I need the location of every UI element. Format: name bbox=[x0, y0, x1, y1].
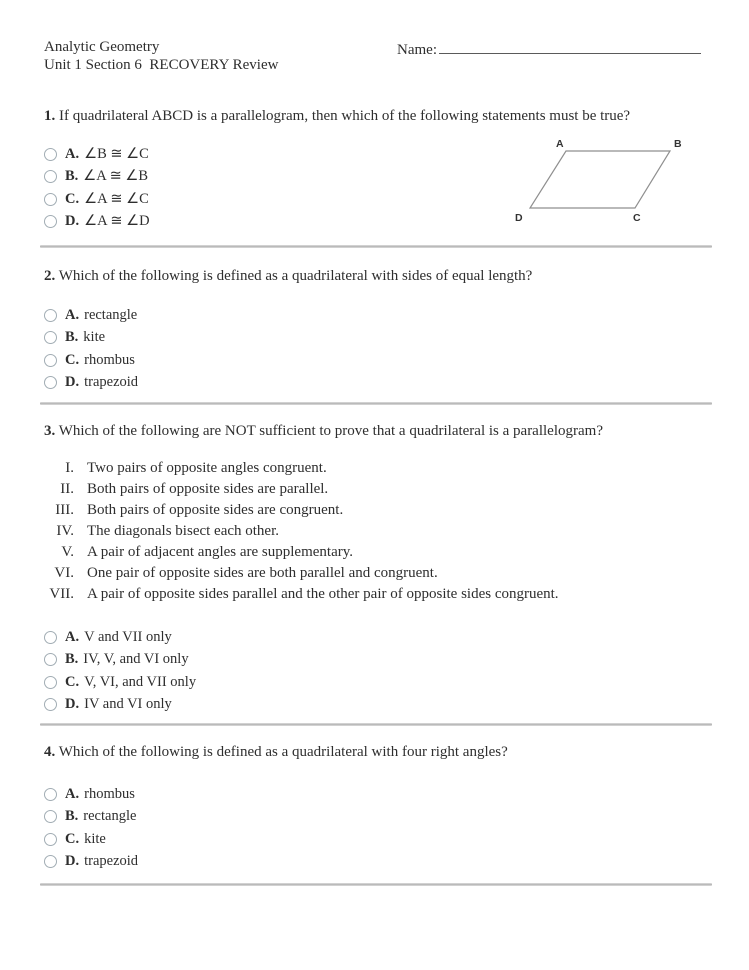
q4-option-d[interactable] bbox=[44, 851, 138, 874]
statement-row bbox=[44, 584, 559, 605]
option-text: trapezoid bbox=[84, 853, 139, 870]
q4-option-d-radio[interactable] bbox=[44, 855, 57, 868]
q1-option-c-radio[interactable] bbox=[44, 193, 57, 206]
q2-option-d-radio[interactable] bbox=[44, 376, 57, 389]
statement-text: A pair of adjacent angles are supplementary. bbox=[87, 544, 354, 560]
q3-option-c[interactable] bbox=[44, 671, 196, 694]
option-letter: C. bbox=[65, 351, 80, 368]
question-3-statements bbox=[44, 458, 559, 605]
parallelogram-figure bbox=[505, 134, 695, 226]
question-4-text: 4. Which of the following is defined as a quadrilateral with four right angles? bbox=[44, 744, 508, 760]
section-divider bbox=[40, 883, 712, 886]
section-divider bbox=[40, 245, 712, 248]
statement-text: Both pairs of opposite sides are congruent. bbox=[87, 502, 344, 518]
option-text: rhombus bbox=[84, 351, 135, 368]
course-title: Analytic Geometry bbox=[44, 39, 160, 55]
option-letter: D. bbox=[65, 213, 80, 230]
q3-option-d[interactable] bbox=[44, 694, 196, 717]
statement-row bbox=[44, 458, 559, 479]
parallelogram-outline bbox=[530, 151, 670, 208]
statement-text: The diagonals bisect each other. bbox=[87, 523, 280, 539]
option-letter: B. bbox=[65, 168, 79, 185]
option-letter: C. bbox=[65, 190, 80, 207]
option-letter: A. bbox=[65, 306, 80, 323]
option-letter: D. bbox=[65, 374, 80, 391]
option-letter: A. bbox=[65, 145, 80, 162]
statement-text: A pair of opposite sides parallel and the other pair of opposite sides congruent. bbox=[87, 586, 559, 602]
statement-text: Two pairs of opposite angles congruent. bbox=[87, 460, 327, 476]
question-4-options bbox=[44, 783, 138, 873]
option-text: ∠A ≅ ∠B bbox=[83, 168, 149, 185]
worksheet-subtitle: Unit 1 Section 6 RECOVERY Review bbox=[44, 57, 279, 73]
option-text: kite bbox=[83, 329, 106, 346]
section-divider bbox=[40, 402, 712, 405]
q2-option-c-radio[interactable] bbox=[44, 354, 57, 367]
q1-option-a[interactable] bbox=[44, 143, 150, 166]
q2-option-c[interactable] bbox=[44, 349, 138, 372]
option-letter: A. bbox=[65, 628, 80, 645]
option-text: rectangle bbox=[83, 808, 137, 825]
q1-option-a-radio[interactable] bbox=[44, 148, 57, 161]
question-3-options bbox=[44, 626, 196, 716]
option-letter: C. bbox=[65, 673, 80, 690]
statement-numeral: VI. bbox=[54, 565, 74, 581]
option-letter: C. bbox=[65, 830, 80, 847]
q4-option-b[interactable] bbox=[44, 806, 138, 829]
q4-option-a[interactable] bbox=[44, 783, 138, 806]
statement-numeral: IV. bbox=[56, 523, 74, 539]
q2-option-a[interactable] bbox=[44, 304, 138, 327]
statement-numeral: I. bbox=[65, 460, 74, 476]
q3-option-b-radio[interactable] bbox=[44, 653, 57, 666]
name-field bbox=[397, 40, 701, 59]
question-2-text: 2. Which of the following is defined as a quadrilateral with sides of equal length? bbox=[44, 268, 533, 284]
statement-row bbox=[44, 500, 559, 521]
question-2-options bbox=[44, 304, 138, 394]
q1-option-b-radio[interactable] bbox=[44, 170, 57, 183]
statement-numeral: V. bbox=[61, 544, 74, 560]
statement-row bbox=[44, 542, 559, 563]
question-1-options bbox=[44, 143, 150, 233]
option-text: IV and VI only bbox=[84, 696, 172, 713]
q4-option-a-radio[interactable] bbox=[44, 788, 57, 801]
option-text: kite bbox=[84, 830, 106, 847]
option-text: rectangle bbox=[84, 306, 138, 323]
question-4-number: 4. bbox=[44, 744, 56, 760]
question-3-text: 3. Which of the following are NOT sufficient to prove that a quadrilateral is a parallelogram? bbox=[44, 423, 603, 439]
option-letter: A. bbox=[65, 785, 80, 802]
section-divider bbox=[40, 723, 712, 726]
option-text: V and VII only bbox=[84, 628, 172, 645]
q3-option-a-radio[interactable] bbox=[44, 631, 57, 644]
statement-row bbox=[44, 563, 559, 584]
statement-numeral: VII. bbox=[49, 586, 74, 602]
statement-numeral: III. bbox=[55, 502, 74, 518]
q4-option-c-radio[interactable] bbox=[44, 833, 57, 846]
q1-option-c[interactable] bbox=[44, 188, 150, 211]
q2-option-b[interactable] bbox=[44, 327, 138, 350]
header bbox=[44, 38, 278, 74]
q2-option-b-radio[interactable] bbox=[44, 331, 57, 344]
option-text: rhombus bbox=[84, 785, 135, 802]
option-text: V, VI, and VII only bbox=[84, 673, 197, 690]
option-text: IV, V, and VI only bbox=[83, 651, 189, 668]
option-letter: B. bbox=[65, 329, 79, 346]
option-text: ∠B ≅ ∠C bbox=[84, 145, 149, 162]
statement-text: Both pairs of opposite sides are parallel. bbox=[87, 481, 329, 497]
statement-row bbox=[44, 521, 559, 542]
statement-numeral: II. bbox=[60, 481, 74, 497]
q3-option-a[interactable] bbox=[44, 626, 196, 649]
vertex-label-a: A bbox=[556, 138, 564, 150]
q1-option-b[interactable] bbox=[44, 166, 150, 189]
q2-option-d[interactable] bbox=[44, 372, 138, 395]
question-1-number: 1. bbox=[44, 108, 56, 124]
option-text: ∠A ≅ ∠C bbox=[84, 190, 149, 207]
q4-option-b-radio[interactable] bbox=[44, 810, 57, 823]
q1-option-d[interactable] bbox=[44, 211, 150, 234]
question-2-number: 2. bbox=[44, 268, 56, 284]
vertex-label-c: C bbox=[633, 212, 641, 224]
q2-option-a-radio[interactable] bbox=[44, 309, 57, 322]
option-text: ∠A ≅ ∠D bbox=[84, 213, 150, 230]
name-label: Name: bbox=[397, 42, 437, 58]
question-3-number: 3. bbox=[44, 423, 56, 439]
vertex-label-b: B bbox=[674, 138, 682, 150]
question-1-text: 1. If quadrilateral ABCD is a parallelogram, then which of the following statements must be true? bbox=[44, 108, 631, 124]
option-letter: B. bbox=[65, 651, 79, 668]
q1-option-d-radio[interactable] bbox=[44, 215, 57, 228]
q3-option-d-radio[interactable] bbox=[44, 698, 57, 711]
q3-option-b[interactable] bbox=[44, 649, 196, 672]
name-blank-line bbox=[439, 40, 701, 54]
statement-row bbox=[44, 479, 559, 500]
q4-option-c[interactable] bbox=[44, 828, 138, 851]
option-letter: D. bbox=[65, 696, 80, 713]
option-text: trapezoid bbox=[84, 374, 139, 391]
option-letter: D. bbox=[65, 853, 80, 870]
statement-text: One pair of opposite sides are both parallel and congruent. bbox=[87, 565, 438, 581]
q3-option-c-radio[interactable] bbox=[44, 676, 57, 689]
option-letter: B. bbox=[65, 808, 79, 825]
vertex-label-d: D bbox=[515, 212, 523, 224]
